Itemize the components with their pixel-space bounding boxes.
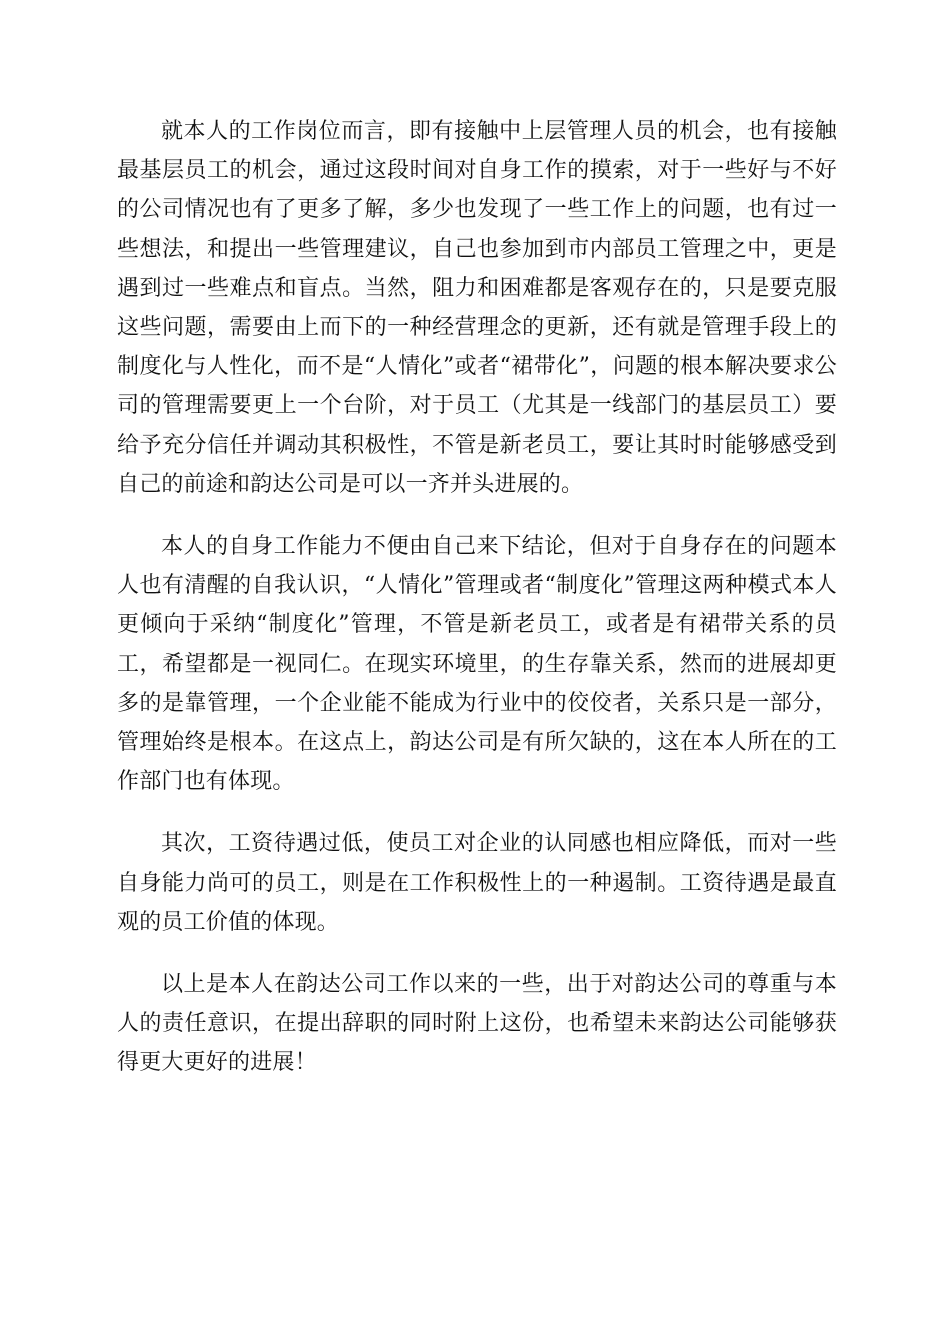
document-body xyxy=(117,112,837,1106)
paragraph-1: 就本人的工作岗位而言，即有接触中上层管理人员的机会，也有接触最基层员工的机会，通过这段时间对自身工作的摸索，对于一些好与不好的公司情况也有了更多了解，多少也发现了一些工作上的问题，也有过一些想法，和提出一些管理建议，自己也参加到市内部员工管理之中，更是遇到过一些难点和盲点。当然，阻力和困难都是客观存在的，只是要克服这些问题，需要由上而下的一种经营理念的更新，还有就是管理手段上的制度化与人性化，而不是“人情化”或者“裙带化”，问题的根本解决要求公司的管理需要更上一个台阶，对于员工（尤其是一线部门的基层员工）要给予充分信任并调动其积极性，不管是新老员工，要让其时时能够感受到自己的前途和韵达公司是可以一齐并头进展的。 xyxy=(117,119,837,497)
paragraph-2: 本人的自身工作能力不便由自己来下结论，但对于自身存在的问题本人也有清醒的自我认识，“人情化”管理或者“制度化”管理这两种模式本人更倾向于采纳“制度化”管理，不管是新老员工，或者是有裙带关系的员工，希望都是一视同仁。在现实环境里，的生存靠关系，然而的进展却更多的是靠管理，一个企业能不能成为行业中的佼佼者，关系只是一部分，管理始终是根本。在这点上，韵达公司是有所欠缺的，这在本人所在的工作部门也有体现。 xyxy=(117,534,837,795)
paragraph-3: 其次，工资待遇过低，使员工对企业的认同感也相应降低，而对一些自身能力尚可的员工，则是在工作积极性上的一种遏制。工资待遇是最直观的员工价值的体现。 xyxy=(117,831,837,935)
paragraph-4: 以上是本人在韵达公司工作以来的一些，出于对韵达公司的尊重与本人的责任意识，在提出辞职的同时附上这份，也希望未来韵达公司能够获得更大更好的进展！ xyxy=(117,972,837,1076)
